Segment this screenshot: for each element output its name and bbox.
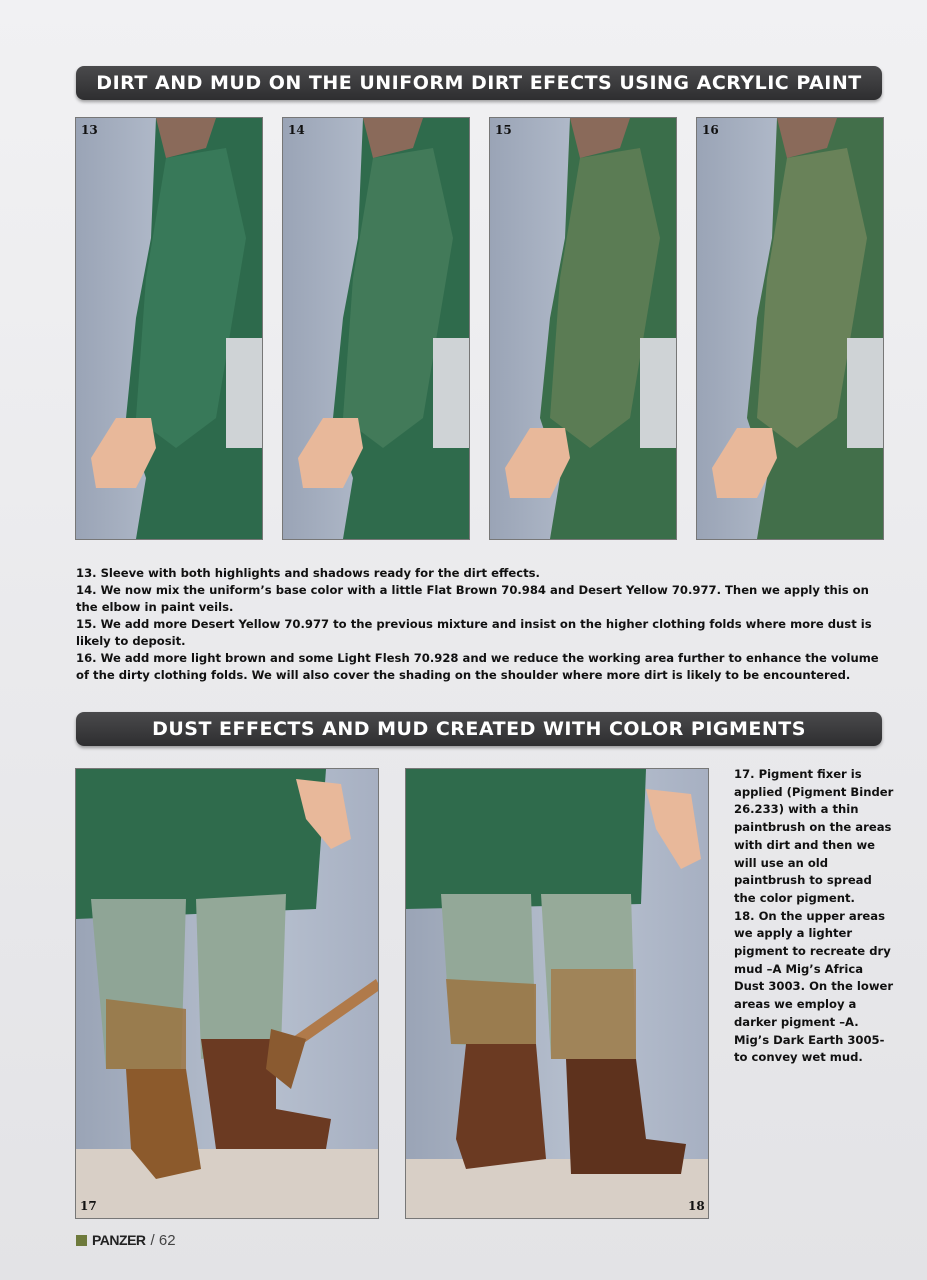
magazine-logo: PANZER xyxy=(92,1232,146,1248)
section-title-dust-pigments: DUST EFFECTS AND MUD CREATED WITH COLOR PIGMENTS xyxy=(76,712,882,746)
caption-13: 13. Sleeve with both highlights and shadows ready for the dirt effects. xyxy=(76,566,540,580)
page-number: / 62 xyxy=(150,1231,176,1249)
photo-17 xyxy=(75,768,379,1219)
caption-17: 17. Pigment fixer is applied (Pigment Binder 26.233) with a thin paintbrush on the areas with dirt and then we will use an old paintbrush to spread the color pigment. xyxy=(734,767,894,905)
caption-18: 18. On the upper areas we apply a lighter pigment to recreate dry mud –A Mig’s Africa Dust 3003. On the lower areas we employ a darker pigment –A. Mig’s Dark Earth 3005- to convey wet mud. xyxy=(734,908,894,1065)
photo-14 xyxy=(282,117,470,540)
caption-14: 14. We now mix the uniform’s base color with a little Flat Brown 70.984 and Desert Yellow 70.977. Then we apply this on the elbow in paint veils. xyxy=(76,583,869,614)
photo-17-label: 17 xyxy=(80,1199,97,1213)
photo-16 xyxy=(696,117,884,540)
photo-15-label: 15 xyxy=(495,123,512,137)
photo-14-label: 14 xyxy=(288,123,305,137)
photo-18 xyxy=(405,768,709,1219)
caption-15: 15. We add more Desert Yellow 70.977 to the previous mixture and insist on the higher clothing folds where more dust is likely to deposit. xyxy=(76,617,872,648)
logo-square-icon xyxy=(76,1235,87,1246)
page-footer xyxy=(76,1231,176,1249)
photo-16-label: 16 xyxy=(702,123,719,137)
section-title-dirt-mud: DIRT AND MUD ON THE UNIFORM DIRT EFECTS USING ACRYLIC PAINT xyxy=(76,66,882,100)
caption-16: 16. We add more light brown and some Light Flesh 70.928 and we reduce the working area further to enhance the volume of the dirty clothing folds. We will also cover the shading on the shoulder where more dirt is likely to be encountered. xyxy=(76,651,879,682)
photo-15 xyxy=(489,117,677,540)
photo-18-label: 18 xyxy=(688,1199,705,1213)
photo-13 xyxy=(75,117,263,540)
photo-13-label: 13 xyxy=(81,123,98,137)
captions-13-16 xyxy=(76,565,882,684)
captions-17-18 xyxy=(734,766,894,1067)
